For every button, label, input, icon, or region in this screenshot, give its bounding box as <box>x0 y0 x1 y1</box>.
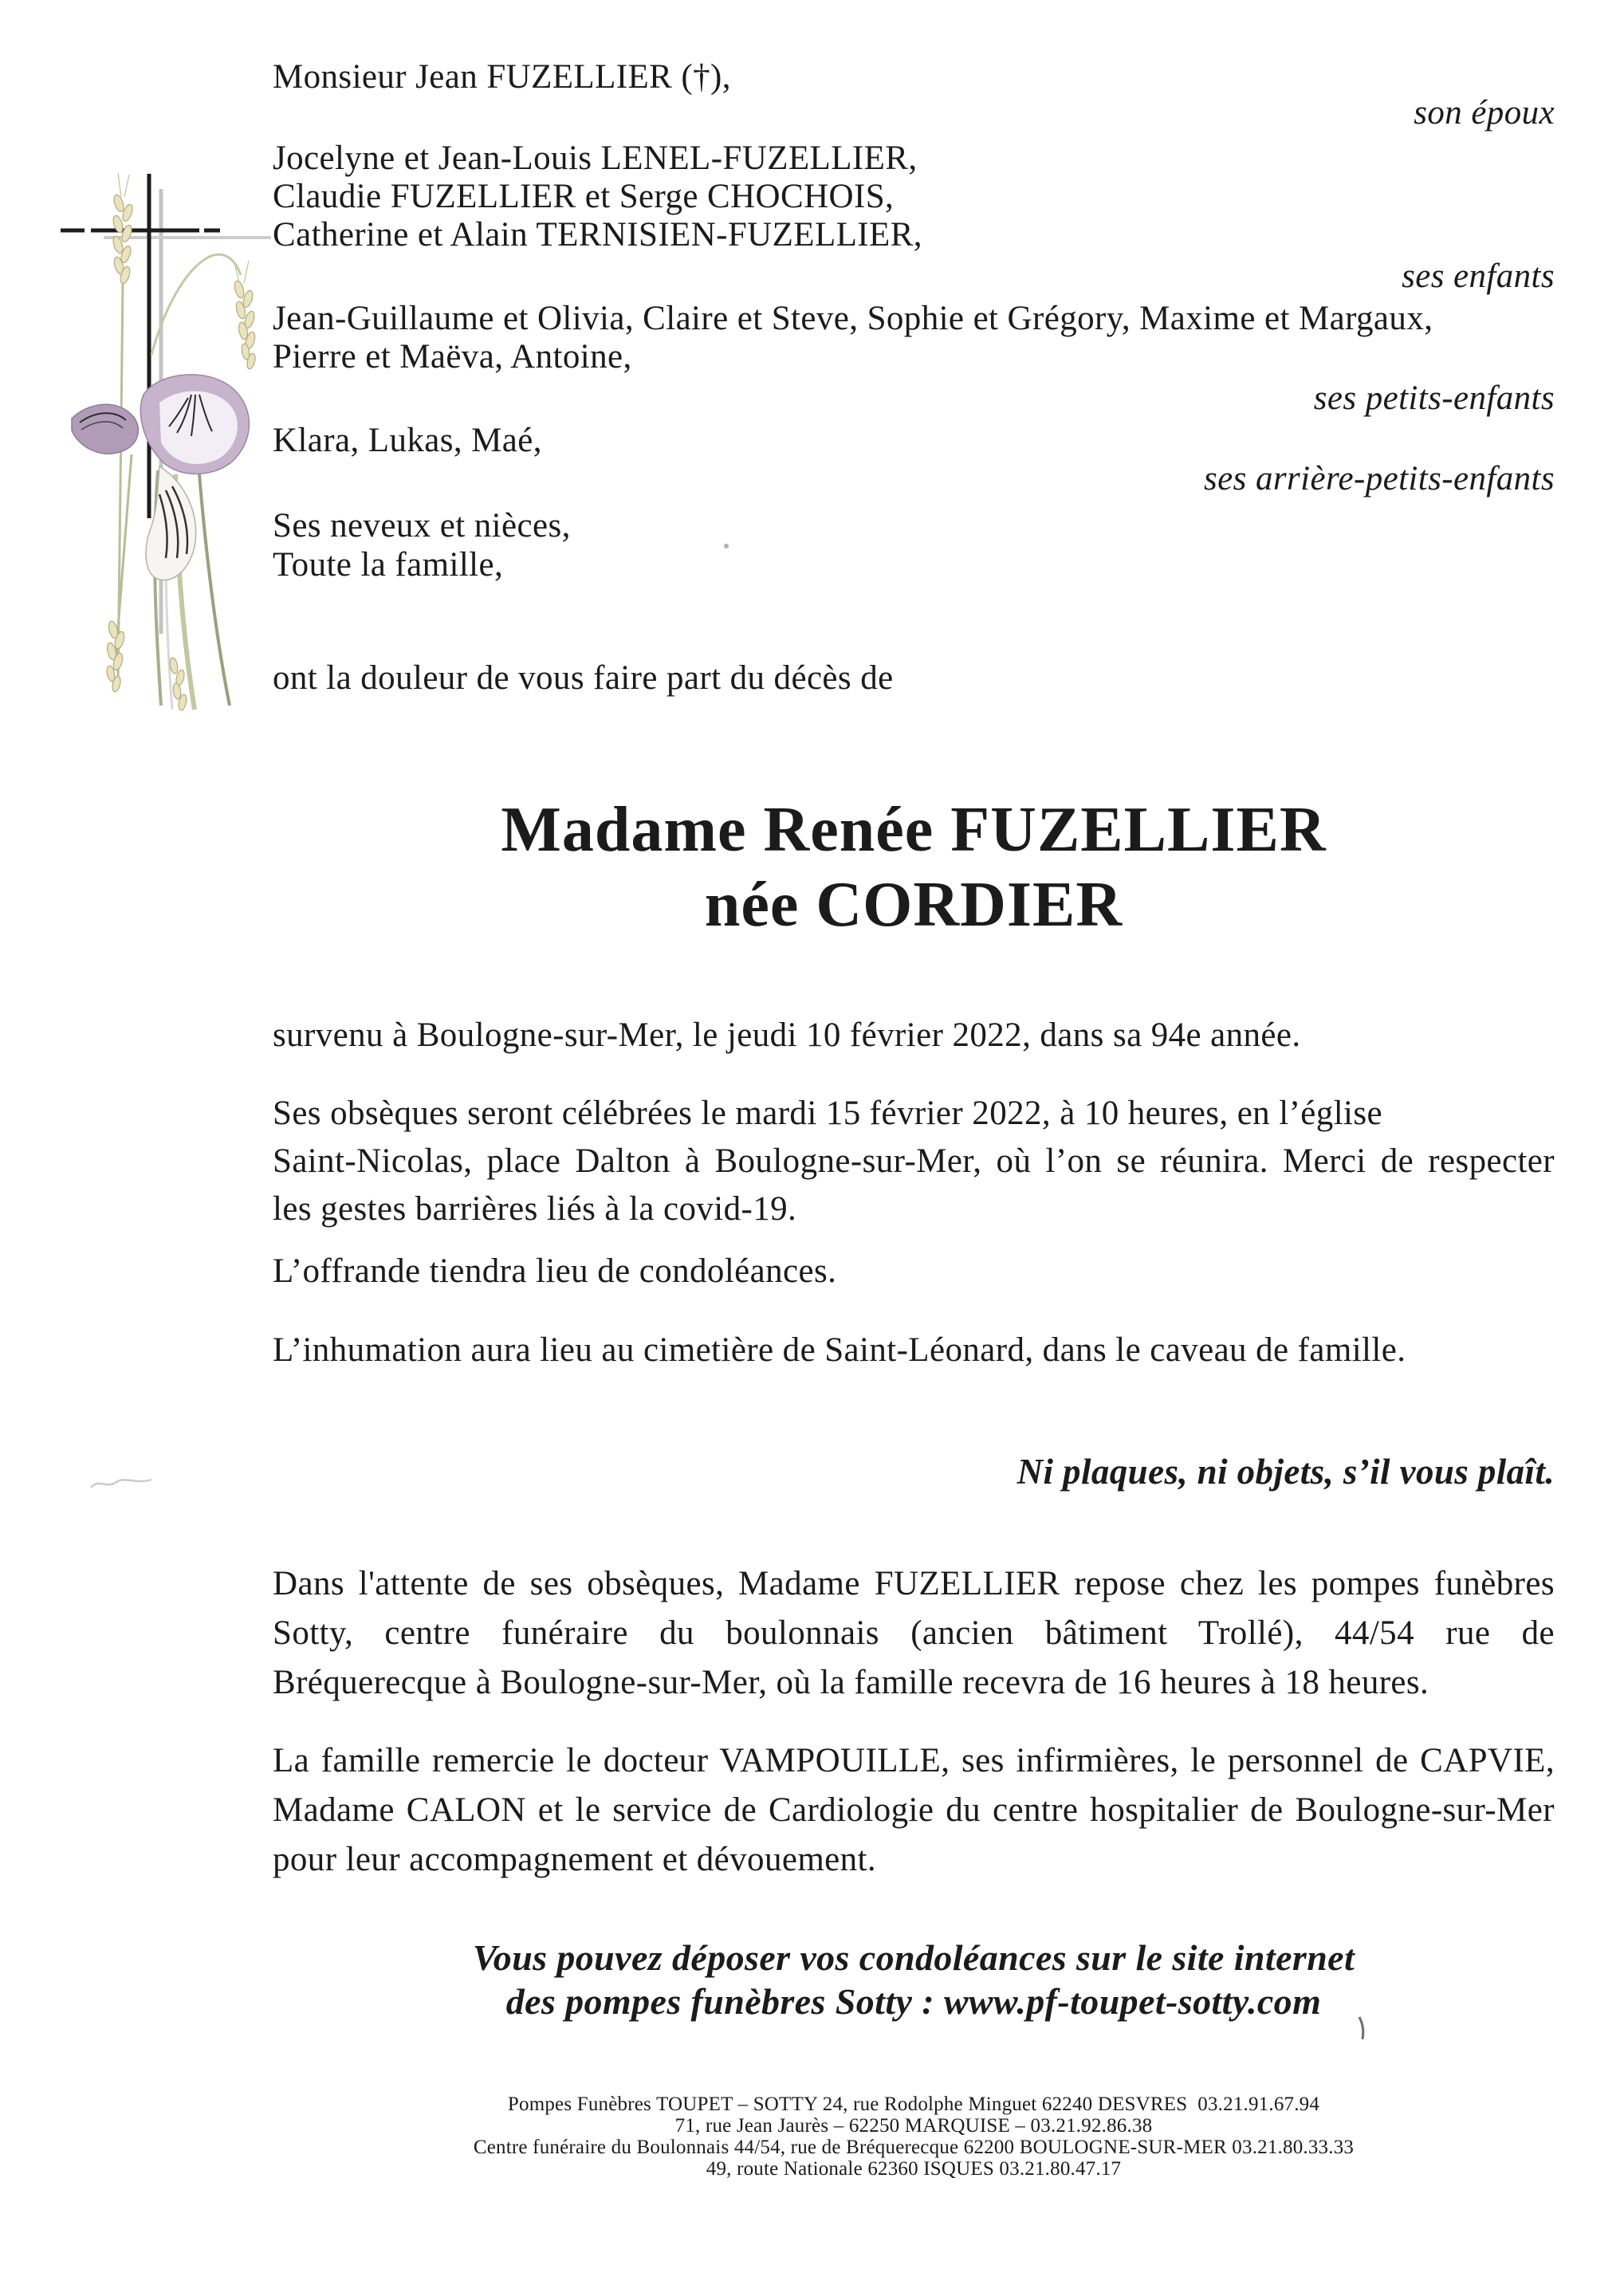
funeral-line: les gestes barrières liés à la covid-19. <box>273 1190 797 1228</box>
husband-line: Monsieur Jean FUZELLIER (†), <box>273 58 731 96</box>
no-plaques-notice: Ni plaques, ni objets, s’il vous plaît. <box>1016 1452 1555 1492</box>
deceased-maiden-name: née CORDIER <box>704 870 1123 940</box>
whole-family-line: Toute la famille, <box>273 546 504 584</box>
condolences-website-line: Vous pouvez déposer vos condoléances sur le site internet <box>472 1937 1355 1978</box>
footer-agency-line: 71, rue Jean Jaurès – 62250 MARQUISE – 03.21.92.86.38 <box>674 2115 1153 2137</box>
cross-and-lilies-illustration <box>40 155 311 714</box>
burial-line: L’inhumation aura lieu au cimetière de Saint-Léonard, dans le caveau de famille. <box>273 1331 1406 1369</box>
memorial-artwork <box>40 155 311 714</box>
child-line: Jocelyne et Jean-Louis LENEL-FUZELLIER, <box>273 140 918 177</box>
death-details-line: survenu à Boulogne-sur-Mer, le jeudi 10 février 2022, dans sa 94e année. <box>273 1016 1301 1054</box>
child-line: Claudie FUZELLIER et Serge CHOCHOIS, <box>273 178 895 215</box>
nieces-nephews-line: Ses neveux et nièces, <box>273 507 571 545</box>
repose-line: Bréquerecque à Boulogne-sur-Mer, où la famille recevra de 16 heures à 18 heures. <box>273 1664 1429 1701</box>
footer-agency-line: Pompes Funèbres TOUPET – SOTTY 24, rue Rodolphe Minguet 62240 DESVRES 03.21.91.67.94 <box>507 2094 1320 2115</box>
thanks-line: La famille remercie le docteur VAMPOUILLE, ses infirmières, le personnel de CAPVIE, <box>273 1742 1555 1779</box>
thanks-line: pour leur accompagnement et dévouement. <box>273 1841 877 1878</box>
repose-line: Sotty, centre funéraire du boulonnais (ancien bâtiment Trollé), 44/54 rue de <box>273 1614 1555 1652</box>
scan-artifact-pencil-squiggle <box>89 1472 155 1496</box>
footer-agency-line: 49, route Nationale 62360 ISQUES 03.21.80.47.17 <box>706 2158 1122 2180</box>
offering-line: L’offrande tiendra lieu de condoléances. <box>273 1252 837 1290</box>
great-grandchildren-line: Klara, Lukas, Maé, <box>273 422 542 459</box>
children-relation-label: ses enfants <box>1402 258 1555 295</box>
footer-agency-line: Centre funéraire du Boulonnais 44/54, rue de Bréquerecque 62200 BOULOGNE-SUR-MER 03.21.80.33.33 <box>473 2137 1355 2158</box>
grandchildren-relation-label: ses petits-enfants <box>1313 379 1555 417</box>
funeral-line: Ses obsèques seront célébrées le mardi 15 février 2022, à 10 heures, en l’église <box>273 1095 1383 1132</box>
condolences-website-line: des pompes funèbres Sotty : www.pf-toupet-sotty.com <box>505 1981 1322 2022</box>
repose-line: Dans l'attente de ses obsèques, Madame FUZELLIER repose chez les pompes funèbres <box>273 1565 1555 1602</box>
scan-artifact-dot <box>724 544 729 548</box>
grandchild-line: Pierre et Maëva, Antoine, <box>273 338 632 375</box>
child-line: Catherine et Alain TERNISIEN-FUZELLIER, <box>273 216 922 254</box>
thanks-line: Madame CALON et le service de Cardiologie du centre hospitalier de Boulogne-sur-Mer <box>273 1791 1555 1829</box>
calla-lily-icon <box>72 375 249 580</box>
scan-artifact-pen-tick <box>1357 2015 1368 2042</box>
husband-relation-label: son époux <box>1414 94 1555 132</box>
intro-line: ont la douleur de vous faire part du décès de <box>273 659 894 697</box>
grandchild-line: Jean-Guillaume et Olivia, Claire et Steve, Sophie et Grégory, Maxime et Margaux, <box>273 300 1433 337</box>
deceased-name: Madame Renée FUZELLIER <box>501 795 1327 865</box>
great-grandchildren-relation-label: ses arrière-petits-enfants <box>1204 460 1555 497</box>
funeral-line: Saint-Nicolas, place Dalton à Boulogne-sur-Mer, où l’on se réunira. Merci de respecter <box>273 1142 1555 1180</box>
